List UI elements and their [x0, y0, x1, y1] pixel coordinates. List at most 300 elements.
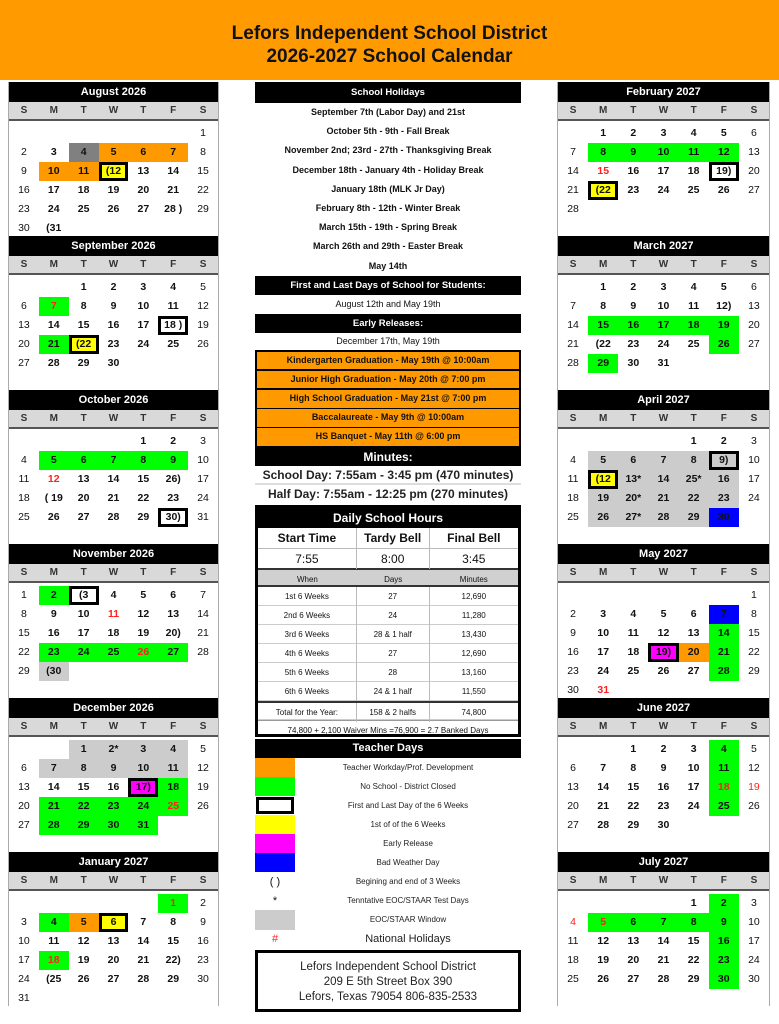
calendar-day[interactable]: 21 — [597, 800, 610, 812]
calendar-day[interactable]: 4 — [570, 916, 576, 928]
calendar-day[interactable]: 23 — [39, 643, 69, 662]
calendar-day[interactable]: ( 19 — [44, 492, 63, 504]
calendar-day[interactable]: 6 — [690, 608, 697, 620]
calendar-day[interactable]: 18 — [18, 492, 30, 504]
calendar-day[interactable]: 27 — [18, 819, 30, 831]
calendar-day[interactable]: 23 — [18, 203, 30, 215]
calendar-day[interactable]: 23 — [197, 954, 209, 966]
calendar-day[interactable]: 11 — [158, 759, 188, 778]
calendar-day[interactable]: 19) — [648, 643, 678, 662]
calendar-day[interactable]: 1 — [158, 894, 188, 913]
calendar-day[interactable]: 15 — [18, 627, 30, 639]
calendar-day[interactable]: 2 — [660, 743, 667, 755]
calendar-day[interactable]: 22 — [679, 489, 709, 508]
calendar-day[interactable]: 8 — [200, 146, 206, 158]
calendar-day[interactable]: 12 — [657, 627, 670, 639]
calendar-day[interactable]: 7 — [39, 759, 69, 778]
calendar-day[interactable]: 27 — [687, 665, 700, 677]
calendar-day[interactable]: 3 — [50, 146, 57, 158]
calendar-day[interactable]: 3 — [21, 916, 27, 928]
calendar-day[interactable]: 15 — [627, 781, 640, 793]
calendar-day[interactable]: 6 — [21, 762, 27, 774]
calendar-day[interactable]: 16 — [47, 627, 60, 639]
calendar-day[interactable]: 9 — [570, 627, 576, 639]
calendar-day[interactable]: 27 — [748, 184, 760, 196]
calendar-day[interactable]: 26 — [197, 338, 209, 350]
calendar-day[interactable]: 18 — [39, 951, 69, 970]
calendar-day[interactable]: 20 — [107, 954, 120, 966]
calendar-day[interactable]: 24 — [128, 797, 158, 816]
calendar-day[interactable]: 27* — [618, 508, 648, 527]
calendar-day[interactable]: 2 — [709, 894, 739, 913]
calendar-day[interactable]: 14 — [657, 935, 670, 947]
calendar-day[interactable]: 21 — [567, 338, 579, 350]
calendar-day[interactable]: 19 — [137, 627, 150, 639]
calendar-day[interactable]: 2 — [39, 586, 69, 605]
calendar-day[interactable]: 26 — [77, 973, 90, 985]
calendar-day[interactable]: 17 — [687, 781, 700, 793]
calendar-day[interactable]: 13 — [167, 608, 180, 620]
calendar-day[interactable]: 25* — [679, 470, 709, 489]
calendar-day[interactable]: 11 — [167, 300, 179, 312]
calendar-day[interactable]: 21 — [197, 627, 209, 639]
calendar-day[interactable]: 1 — [140, 435, 147, 447]
calendar-day[interactable]: 9 — [50, 608, 57, 620]
calendar-day[interactable]: 16 — [709, 470, 739, 489]
calendar-day[interactable]: 12 — [597, 935, 610, 947]
calendar-day[interactable]: 14 — [167, 165, 180, 177]
calendar-day[interactable]: 30) — [158, 508, 188, 527]
calendar-day[interactable]: 15 — [597, 165, 610, 177]
calendar-day[interactable]: 6 — [618, 451, 648, 470]
calendar-day[interactable]: 31 — [18, 992, 30, 1004]
calendar-day[interactable]: 30 — [197, 973, 209, 985]
calendar-day[interactable]: 11 — [679, 143, 709, 162]
calendar-day[interactable]: 1 — [750, 589, 757, 601]
calendar-day[interactable]: 17 — [648, 316, 678, 335]
calendar-day[interactable]: 5 — [200, 281, 206, 293]
calendar-day[interactable]: 10 — [657, 300, 670, 312]
calendar-day[interactable]: 15 — [687, 935, 700, 947]
calendar-day[interactable]: 13 — [77, 473, 90, 485]
calendar-day[interactable]: 8 — [69, 759, 99, 778]
calendar-day[interactable]: 4 — [21, 454, 27, 466]
calendar-day[interactable]: 5 — [720, 281, 727, 293]
calendar-day[interactable]: 30 — [657, 819, 670, 831]
calendar-day[interactable]: 10 — [197, 454, 209, 466]
calendar-day[interactable]: 6 — [570, 762, 576, 774]
calendar-day[interactable]: 21 — [39, 335, 69, 354]
calendar-day[interactable]: 18 — [567, 492, 579, 504]
calendar-day[interactable]: 9 — [21, 165, 27, 177]
calendar-day[interactable]: 30 — [107, 357, 120, 369]
calendar-day[interactable]: 21 — [137, 954, 150, 966]
calendar-day[interactable]: 8 — [600, 300, 607, 312]
calendar-day[interactable]: 21 — [648, 489, 678, 508]
calendar-day[interactable]: 16 — [107, 319, 120, 331]
calendar-day[interactable]: 9 — [618, 143, 648, 162]
calendar-day[interactable]: 14 — [567, 319, 579, 331]
calendar-day[interactable]: 11 — [107, 608, 120, 620]
calendar-day[interactable]: 26) — [165, 473, 181, 485]
calendar-day[interactable]: 28 — [567, 203, 579, 215]
calendar-day[interactable]: 11 — [688, 300, 700, 312]
calendar-day[interactable]: 5 — [140, 589, 147, 601]
calendar-day[interactable]: 26 — [128, 643, 158, 662]
calendar-day[interactable]: 16 — [657, 781, 670, 793]
calendar-day[interactable]: 25 — [99, 643, 129, 662]
calendar-day[interactable]: 7 — [158, 143, 188, 162]
calendar-day[interactable]: 13 — [137, 165, 150, 177]
calendar-day[interactable]: 19 — [107, 184, 120, 196]
calendar-day[interactable]: 20 — [137, 184, 150, 196]
calendar-day[interactable]: 19 — [709, 316, 739, 335]
calendar-day[interactable]: 1 — [21, 589, 27, 601]
calendar-day[interactable]: 24 — [197, 492, 209, 504]
calendar-day[interactable]: 24 — [597, 665, 610, 677]
calendar-day[interactable]: 13 — [18, 781, 30, 793]
calendar-day[interactable]: 1 — [630, 743, 637, 755]
calendar-day[interactable]: 27 — [627, 973, 640, 985]
calendar-day[interactable]: 3 — [660, 281, 667, 293]
calendar-day[interactable]: 18 — [77, 184, 90, 196]
calendar-day[interactable]: 18 — [679, 316, 709, 335]
calendar-day[interactable]: 27 — [748, 338, 760, 350]
calendar-day[interactable]: 19 — [197, 319, 209, 331]
calendar-day[interactable]: 17 — [18, 954, 30, 966]
calendar-day[interactable]: 22 — [69, 797, 99, 816]
calendar-day[interactable]: 12 — [197, 300, 209, 312]
calendar-day[interactable]: 7 — [648, 913, 678, 932]
calendar-day[interactable]: 27 — [158, 643, 188, 662]
calendar-day[interactable]: 9 — [630, 300, 637, 312]
calendar-day[interactable]: 22 — [197, 184, 209, 196]
calendar-day[interactable]: 15 — [77, 319, 90, 331]
calendar-day[interactable]: 17) — [128, 778, 158, 797]
calendar-day[interactable]: 6 — [99, 913, 129, 932]
calendar-day[interactable]: 7 — [200, 589, 206, 601]
calendar-day[interactable]: 28 — [137, 973, 150, 985]
calendar-day[interactable]: 29 — [77, 357, 90, 369]
calendar-day[interactable]: 22) — [165, 954, 181, 966]
calendar-day[interactable]: 1 — [690, 897, 697, 909]
calendar-day[interactable]: 10 — [648, 143, 678, 162]
calendar-day[interactable]: 8 — [128, 451, 158, 470]
calendar-day[interactable]: 13 — [627, 935, 640, 947]
calendar-day[interactable]: 20 — [567, 800, 579, 812]
calendar-day[interactable]: 25 — [687, 184, 700, 196]
calendar-day[interactable]: 2 — [170, 435, 177, 447]
calendar-day[interactable]: 29 — [197, 203, 209, 215]
calendar-day[interactable]: 6 — [170, 589, 177, 601]
calendar-day[interactable]: 9 — [158, 451, 188, 470]
calendar-day[interactable]: 11 — [48, 935, 60, 947]
calendar-day[interactable]: 25 — [687, 338, 700, 350]
calendar-day[interactable]: 30 — [567, 684, 579, 696]
calendar-day[interactable]: 17 — [657, 165, 670, 177]
calendar-day[interactable]: 20 — [18, 338, 30, 350]
calendar-day[interactable]: 17 — [197, 473, 209, 485]
calendar-day[interactable]: 16 — [618, 316, 648, 335]
calendar-day[interactable]: 19 — [597, 954, 610, 966]
calendar-day[interactable]: 27 — [18, 357, 30, 369]
calendar-day[interactable]: 22 — [687, 954, 700, 966]
calendar-day[interactable]: 1 — [690, 435, 697, 447]
calendar-day[interactable]: 27 — [107, 973, 120, 985]
calendar-day[interactable]: 21 — [107, 492, 120, 504]
calendar-day[interactable]: 14 — [107, 473, 120, 485]
calendar-day[interactable]: 25 — [709, 797, 739, 816]
calendar-day[interactable]: 6 — [750, 281, 757, 293]
calendar-day[interactable]: 27 — [77, 511, 90, 523]
calendar-day[interactable]: 8 — [170, 916, 177, 928]
calendar-day[interactable]: 28 — [648, 508, 678, 527]
calendar-day[interactable]: 28 — [39, 816, 69, 835]
calendar-day[interactable]: 23 — [657, 800, 670, 812]
calendar-day[interactable]: 4 — [158, 740, 188, 759]
calendar-day[interactable]: 4 — [709, 740, 739, 759]
calendar-day[interactable]: 5 — [200, 743, 206, 755]
calendar-day[interactable]: 5 — [750, 743, 757, 755]
calendar-day[interactable]: 9 — [709, 913, 739, 932]
calendar-day[interactable]: 23 — [107, 338, 120, 350]
calendar-day[interactable]: 21 — [657, 954, 670, 966]
calendar-day[interactable]: 3 — [750, 897, 757, 909]
calendar-day[interactable]: 29 — [167, 973, 180, 985]
calendar-day[interactable]: 13 — [107, 935, 120, 947]
calendar-day[interactable]: 7 — [709, 605, 739, 624]
calendar-day[interactable]: 8 — [679, 913, 709, 932]
calendar-day[interactable]: 26 — [709, 335, 739, 354]
calendar-day[interactable]: 10 — [748, 454, 760, 466]
calendar-day[interactable]: 14 — [137, 935, 150, 947]
calendar-day[interactable]: 29 — [588, 354, 618, 373]
calendar-day[interactable]: 25 — [567, 973, 579, 985]
calendar-day[interactable]: 28 ) — [164, 203, 183, 215]
calendar-day[interactable]: 3 — [140, 281, 147, 293]
calendar-day[interactable]: 31 — [197, 511, 209, 523]
calendar-day[interactable]: 4 — [39, 913, 69, 932]
calendar-day[interactable]: 20 — [77, 492, 90, 504]
calendar-day[interactable]: 10 — [137, 300, 150, 312]
calendar-day[interactable]: 29 — [679, 508, 709, 527]
calendar-day[interactable]: 18 — [627, 646, 640, 658]
calendar-day[interactable]: 2 — [570, 608, 576, 620]
calendar-day[interactable]: 14 — [47, 319, 60, 331]
calendar-day[interactable]: 9 — [200, 916, 206, 928]
calendar-day[interactable]: 14 — [47, 781, 60, 793]
calendar-day[interactable]: 22 — [137, 492, 150, 504]
calendar-day[interactable]: 25 — [158, 797, 188, 816]
calendar-day[interactable]: 15 — [137, 473, 150, 485]
calendar-day[interactable]: 12 — [137, 608, 150, 620]
calendar-day[interactable]: 18 ) — [158, 316, 188, 335]
calendar-day[interactable]: 25 — [167, 338, 180, 350]
calendar-day[interactable]: 28 — [709, 662, 739, 681]
calendar-day[interactable]: (22 — [588, 181, 618, 200]
calendar-day[interactable]: 10 — [128, 759, 158, 778]
calendar-day[interactable]: 28 — [657, 973, 670, 985]
calendar-day[interactable]: 9) — [709, 451, 739, 470]
calendar-day[interactable]: 15 — [167, 935, 180, 947]
calendar-day[interactable]: 20 — [679, 643, 709, 662]
calendar-day[interactable]: 4 — [69, 143, 99, 162]
calendar-day[interactable]: 4 — [170, 281, 177, 293]
calendar-day[interactable]: 19 — [77, 954, 90, 966]
calendar-day[interactable]: 24 — [748, 954, 760, 966]
calendar-day[interactable]: 16 — [18, 184, 30, 196]
calendar-day[interactable]: 29 — [69, 816, 99, 835]
calendar-day[interactable]: 8 — [80, 300, 87, 312]
calendar-day[interactable]: 18 — [158, 778, 188, 797]
calendar-day[interactable]: 15 — [197, 165, 209, 177]
calendar-day[interactable]: 12 — [748, 762, 760, 774]
calendar-day[interactable]: 5 — [69, 913, 99, 932]
calendar-day[interactable]: 24 — [69, 643, 99, 662]
calendar-day[interactable]: 10 — [77, 608, 90, 620]
calendar-day[interactable]: 12) — [716, 300, 732, 312]
calendar-day[interactable]: 28 — [47, 357, 60, 369]
calendar-day[interactable]: 14 — [567, 165, 579, 177]
calendar-day[interactable]: 9 — [99, 759, 129, 778]
calendar-day[interactable]: 19 — [588, 489, 618, 508]
calendar-day[interactable]: 26 — [717, 184, 730, 196]
calendar-day[interactable]: 17 — [77, 627, 90, 639]
calendar-day[interactable]: 4 — [690, 281, 697, 293]
calendar-day[interactable]: 17 — [597, 646, 610, 658]
calendar-day[interactable]: (3 — [69, 586, 99, 605]
calendar-day[interactable]: 24 — [657, 184, 670, 196]
calendar-day[interactable]: 10 — [748, 916, 760, 928]
calendar-day[interactable]: 9 — [110, 300, 117, 312]
calendar-day[interactable]: 17 — [137, 319, 150, 331]
calendar-day[interactable]: 16 — [107, 781, 120, 793]
calendar-day[interactable]: (31 — [46, 222, 62, 234]
calendar-day[interactable]: 1 — [200, 127, 206, 139]
calendar-day[interactable]: 10 — [597, 627, 610, 639]
calendar-day[interactable]: 5 — [660, 608, 667, 620]
calendar-day[interactable]: 29 — [748, 665, 760, 677]
calendar-day[interactable]: 10 — [18, 935, 30, 947]
calendar-day[interactable]: 16 — [709, 932, 739, 951]
calendar-day[interactable]: 1 — [69, 740, 99, 759]
calendar-day[interactable]: 5 — [99, 143, 129, 162]
calendar-day[interactable]: 22 — [627, 800, 640, 812]
calendar-day[interactable]: 27 — [137, 203, 150, 215]
calendar-day[interactable]: 11 — [567, 935, 579, 947]
calendar-day[interactable]: 11 — [69, 162, 99, 181]
calendar-day[interactable]: 13 — [687, 627, 700, 639]
calendar-day[interactable]: 7 — [570, 146, 576, 158]
calendar-day[interactable]: 1 — [600, 281, 607, 293]
calendar-day[interactable]: 21 — [39, 797, 69, 816]
calendar-day[interactable]: 17 — [748, 935, 760, 947]
calendar-day[interactable]: 28 — [597, 819, 610, 831]
calendar-day[interactable]: 31 — [597, 684, 610, 696]
calendar-day[interactable]: 7 — [140, 916, 147, 928]
calendar-day[interactable]: 29 — [687, 973, 700, 985]
calendar-day[interactable]: 8 — [630, 762, 637, 774]
calendar-day[interactable]: 14 — [648, 470, 678, 489]
calendar-day[interactable]: (25 — [46, 973, 62, 985]
calendar-day[interactable]: 26 — [197, 800, 209, 812]
calendar-day[interactable]: 10 — [39, 162, 69, 181]
calendar-day[interactable]: 7 — [570, 300, 576, 312]
calendar-day[interactable]: 16 — [567, 646, 579, 658]
calendar-day[interactable]: 7 — [39, 297, 69, 316]
calendar-day[interactable]: 20) — [165, 627, 181, 639]
calendar-day[interactable]: 26 — [47, 511, 60, 523]
calendar-day[interactable]: 25 — [567, 511, 579, 523]
calendar-day[interactable]: 18 — [687, 165, 700, 177]
calendar-day[interactable]: 23 — [627, 338, 640, 350]
calendar-day[interactable]: (12 — [588, 470, 618, 489]
calendar-day[interactable]: 2 — [720, 435, 727, 447]
calendar-day[interactable]: 23 — [709, 489, 739, 508]
calendar-day[interactable]: 8 — [750, 608, 757, 620]
calendar-day[interactable]: 21 — [167, 184, 180, 196]
calendar-day[interactable]: 11 — [18, 473, 30, 485]
calendar-day[interactable]: 13 — [748, 146, 760, 158]
calendar-day[interactable]: 5 — [588, 913, 618, 932]
calendar-day[interactable]: 23 — [167, 492, 180, 504]
calendar-day[interactable]: 19) — [709, 162, 739, 181]
calendar-day[interactable]: 18 — [709, 778, 739, 797]
calendar-day[interactable]: 10 — [687, 762, 700, 774]
calendar-day[interactable]: 29 — [18, 665, 30, 677]
calendar-day[interactable]: 1 — [600, 127, 607, 139]
calendar-day[interactable]: 3 — [660, 127, 667, 139]
calendar-day[interactable]: 28 — [567, 357, 579, 369]
calendar-day[interactable]: 23 — [709, 951, 739, 970]
calendar-day[interactable]: 25 — [18, 511, 30, 523]
calendar-day[interactable]: 26 — [107, 203, 120, 215]
calendar-day[interactable]: 24 — [687, 800, 700, 812]
calendar-day[interactable]: 14 — [709, 624, 739, 643]
calendar-day[interactable]: 6 — [69, 451, 99, 470]
calendar-day[interactable]: 3 — [750, 435, 757, 447]
calendar-day[interactable]: 2* — [99, 740, 129, 759]
calendar-day[interactable]: 31 — [128, 816, 158, 835]
calendar-day[interactable]: 20 — [18, 800, 30, 812]
calendar-day[interactable]: 26 — [597, 973, 610, 985]
calendar-day[interactable]: 1 — [80, 281, 87, 293]
calendar-day[interactable]: 29 — [137, 511, 150, 523]
calendar-day[interactable]: (12 — [99, 162, 129, 181]
calendar-day[interactable]: 15 — [588, 316, 618, 335]
calendar-day[interactable]: 6 — [21, 300, 27, 312]
calendar-day[interactable]: 4 — [690, 127, 697, 139]
calendar-day[interactable]: 15 — [77, 781, 90, 793]
calendar-day[interactable]: 2 — [21, 146, 27, 158]
calendar-day[interactable]: 8 — [21, 608, 27, 620]
calendar-day[interactable]: (22 — [595, 338, 611, 350]
calendar-day[interactable]: 23 — [627, 184, 640, 196]
calendar-day[interactable]: 13 — [748, 300, 760, 312]
calendar-day[interactable]: (22 — [69, 335, 99, 354]
calendar-day[interactable]: 28 — [197, 646, 209, 658]
calendar-day[interactable]: 30 — [99, 816, 129, 835]
calendar-day[interactable]: 11 — [709, 759, 739, 778]
calendar-day[interactable]: 9 — [660, 762, 667, 774]
calendar-day[interactable]: 5 — [720, 127, 727, 139]
calendar-day[interactable]: 30 — [748, 973, 760, 985]
calendar-day[interactable]: 17 — [47, 184, 60, 196]
calendar-day[interactable]: 4 — [110, 589, 117, 601]
calendar-day[interactable]: 23 — [99, 797, 129, 816]
calendar-day[interactable]: 27 — [567, 819, 579, 831]
calendar-day[interactable]: 20 — [627, 954, 640, 966]
